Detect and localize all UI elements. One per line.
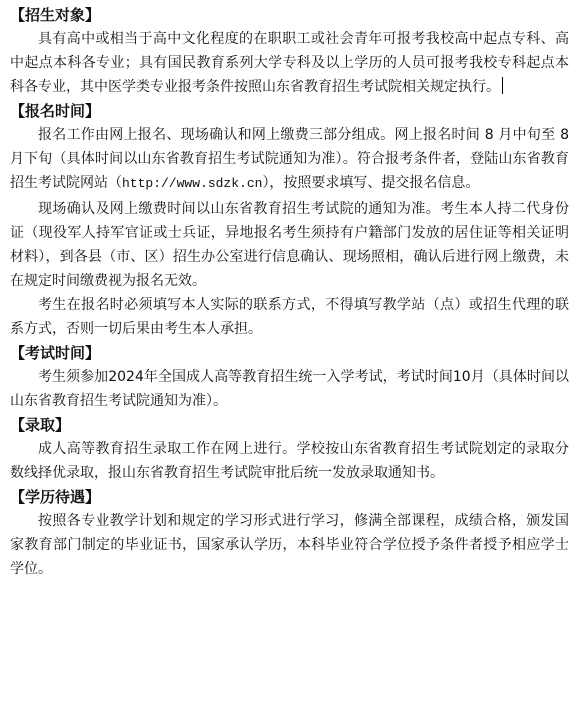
section-heading: 【录取】 — [10, 416, 71, 434]
paragraph-text: ），按照要求填写、提交报名信息。 — [262, 175, 480, 191]
section-heading: 【报名时间】 — [10, 102, 101, 120]
paragraph: 现场确认及网上缴费时间以山东省教育招生考试院的通知为准。考生本人持二代身份证（现役军人持军官证或士兵证，异地报名考生须持有户籍部门发放的居住证等相关证明材料），到各县（市、区）招生办公室进行信息确认、现场照相，确认后进行网上缴费，未在规定时间缴费视为报名无效。 — [10, 201, 569, 289]
section-degree-benefits — [10, 485, 569, 581]
website-url: http://www.sdzk.cn — [122, 176, 263, 191]
section-heading: 【招生对象】 — [10, 6, 101, 24]
paragraph: 按照各专业教学计划和规定的学习形式进行学习，修满全部课程，成绩合格，颁发国家教育部门制定的毕业证书，国家承认学历，本科毕业符合学位授予条件者授予相应学士学位。 — [10, 513, 569, 577]
paragraph — [10, 27, 569, 99]
section-exam-time — [10, 341, 569, 413]
section-enrollment-target — [10, 3, 569, 99]
section-heading: 【学历待遇】 — [10, 488, 101, 506]
section-admission — [10, 413, 569, 485]
paragraph-text: 具有高中或相当于高中文化程度的在职职工或社会青年可报考我校高中起点专科、高中起点本科各专业；具有国民教育系列大学专科及以上学历的人员可报考我校专科起点本科各专业，其中医学类专业报考条件按照山东省教育招生考试院相关规定执行。 — [10, 31, 569, 95]
paragraph — [10, 123, 569, 196]
text-cursor — [502, 77, 503, 94]
paragraph: 成人高等教育招生录取工作在网上进行。学校按山东省教育招生考试院划定的录取分数线择优录取，报山东省教育招生考试院审批后统一发放录取通知书。 — [10, 441, 569, 481]
paragraph-text: 报名工作由网上报名、现场确认和网上缴费三部分组成。网上报名时间 8 月中旬至 8 月下旬（具体时间以山东省教育招生考试院通知为准）。符合报考条件者，登陆山东省教育招生考试院网站（ — [10, 127, 569, 191]
section-registration-time — [10, 99, 569, 341]
paragraph: 考生须参加2024年全国成人高等教育招生统一入学考试，考试时间10月（具体时间以山东省教育招生考试院通知为准）。 — [10, 369, 569, 409]
section-heading: 【考试时间】 — [10, 344, 101, 362]
paragraph: 考生在报名时必须填写本人实际的联系方式，不得填写教学站（点）或招生代理的联系方式，否则一切后果由考生本人承担。 — [10, 297, 569, 337]
